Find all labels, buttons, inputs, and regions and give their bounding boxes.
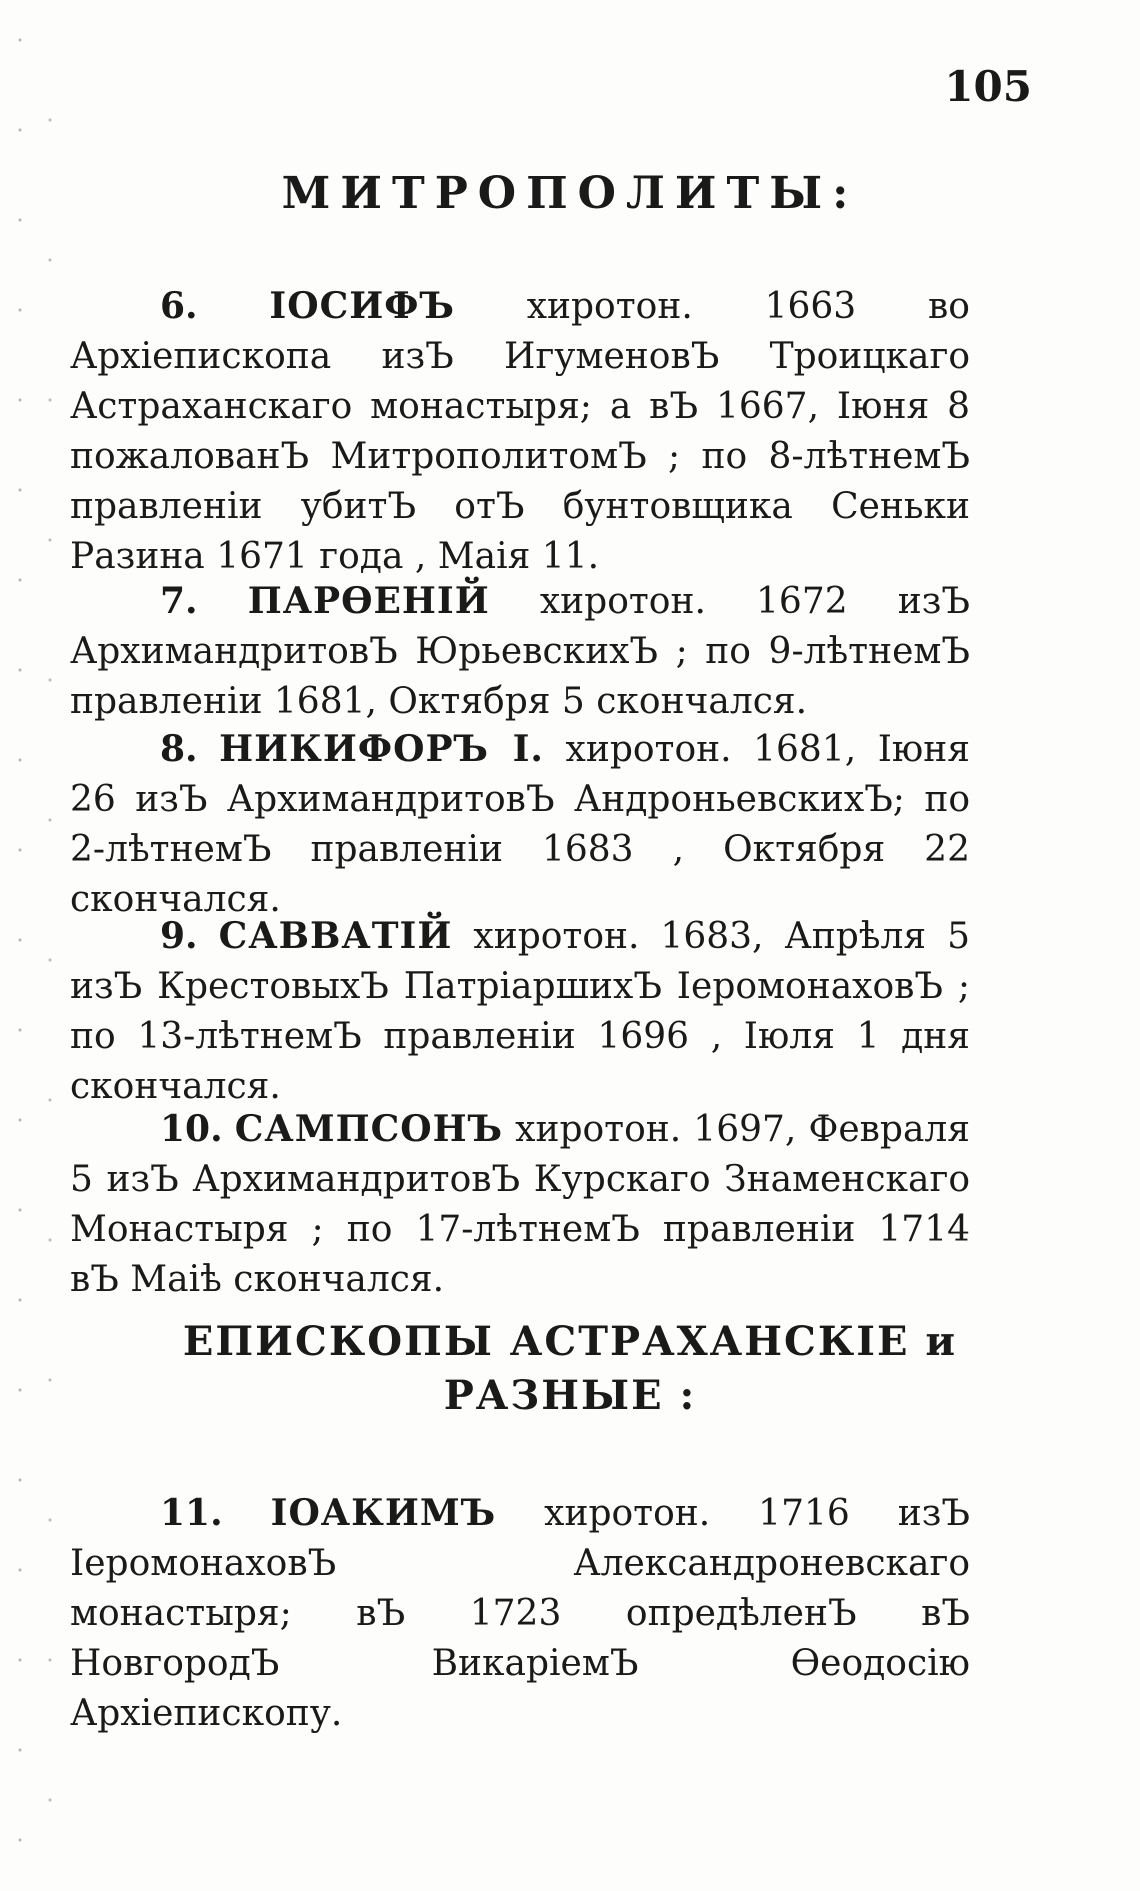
entry-paragraph <box>70 576 970 727</box>
section-heading-line: РАЗНЫЕ : <box>443 1372 697 1419</box>
section-heading-bishops <box>0 1315 1140 1423</box>
entry-number: 6. <box>160 285 198 327</box>
entry-name: САМПСОНЪ <box>234 1108 504 1150</box>
entry-text: хиротон. 1681, Іюня 26 изЪ АрхимандритовЪ АндроньевскихЪ; по 2-лѣтнемЪ правленіи 1683 , Октября 22 скончался. <box>70 729 970 920</box>
scan-edge-noise <box>0 0 70 1891</box>
entry-paragraph <box>70 281 970 582</box>
entry-text: хиротон. 1683, Апрѣля 5 изЪ КрестовыхЪ ПатріаршихЪ ІеромонаховЪ ; по 13-лѣтнемЪ правленіи 1696 , Іюля 1 дня скончался. <box>70 916 970 1107</box>
entry-name: САВВАТІЙ <box>218 915 453 957</box>
entry-text: хиротон. 1697, Февраля 5 изЪ АрхимандритовЪ Курскаго Знаменскаго Монастыря ; по 17-лѣтнемЪ правленіи 1714 вЪ Маіѣ скончался. <box>70 1109 970 1300</box>
entry-text: хиротон. 1716 изЪ ІеромонаховЪ Александроневскаго монастыря; вЪ 1723 опредѣленЪ вЪ НовгородЪ ВикаріемЪ Ѳеодосію Архіепископу. <box>70 1493 970 1734</box>
entry-number: 9. <box>160 915 198 957</box>
entry-name: НИКИФОРЪ І. <box>219 728 544 770</box>
entry-name: ІОАКИМЪ <box>270 1492 497 1534</box>
entry-number: 10. <box>160 1108 223 1150</box>
page-number: 105 <box>944 62 1032 111</box>
entry-name: ІОСИФЪ <box>269 285 455 327</box>
entry-text: хиротон. 1672 изЪ АрхимандритовЪ ЮрьевскихЪ ; по 9-лѣтнемЪ правленіи 1681, Октября 5 скончался. <box>70 581 970 722</box>
entry-paragraph <box>70 911 970 1112</box>
entry-number: 11. <box>160 1492 223 1534</box>
section-heading-metropolitans: МИТРОПОЛИТЫ: <box>281 168 859 219</box>
entry-paragraph <box>70 724 970 925</box>
entry-text: хиротон. 1663 во Архіепископа изЪ ИгуменовЪ Троицкаго Астраханскаго монастыря; а вЪ 1667, Іюня 8 пожалованЪ МитрополитомЪ ; по 8-лѣтнемЪ правленіи убитЪ отЪ бунтовщика Сеньки Разина 1671 года , Маія 11. <box>70 286 970 577</box>
entry-name: ПАРѲЕНІЙ <box>247 580 490 622</box>
entry-paragraph <box>70 1488 970 1739</box>
section-heading-line: ЕПИСКОПЫ АСТРАХАНСКІЕ и <box>182 1318 958 1365</box>
entry-number: 8. <box>160 728 198 770</box>
entry-number: 7. <box>160 580 198 622</box>
entry-paragraph <box>70 1104 970 1305</box>
